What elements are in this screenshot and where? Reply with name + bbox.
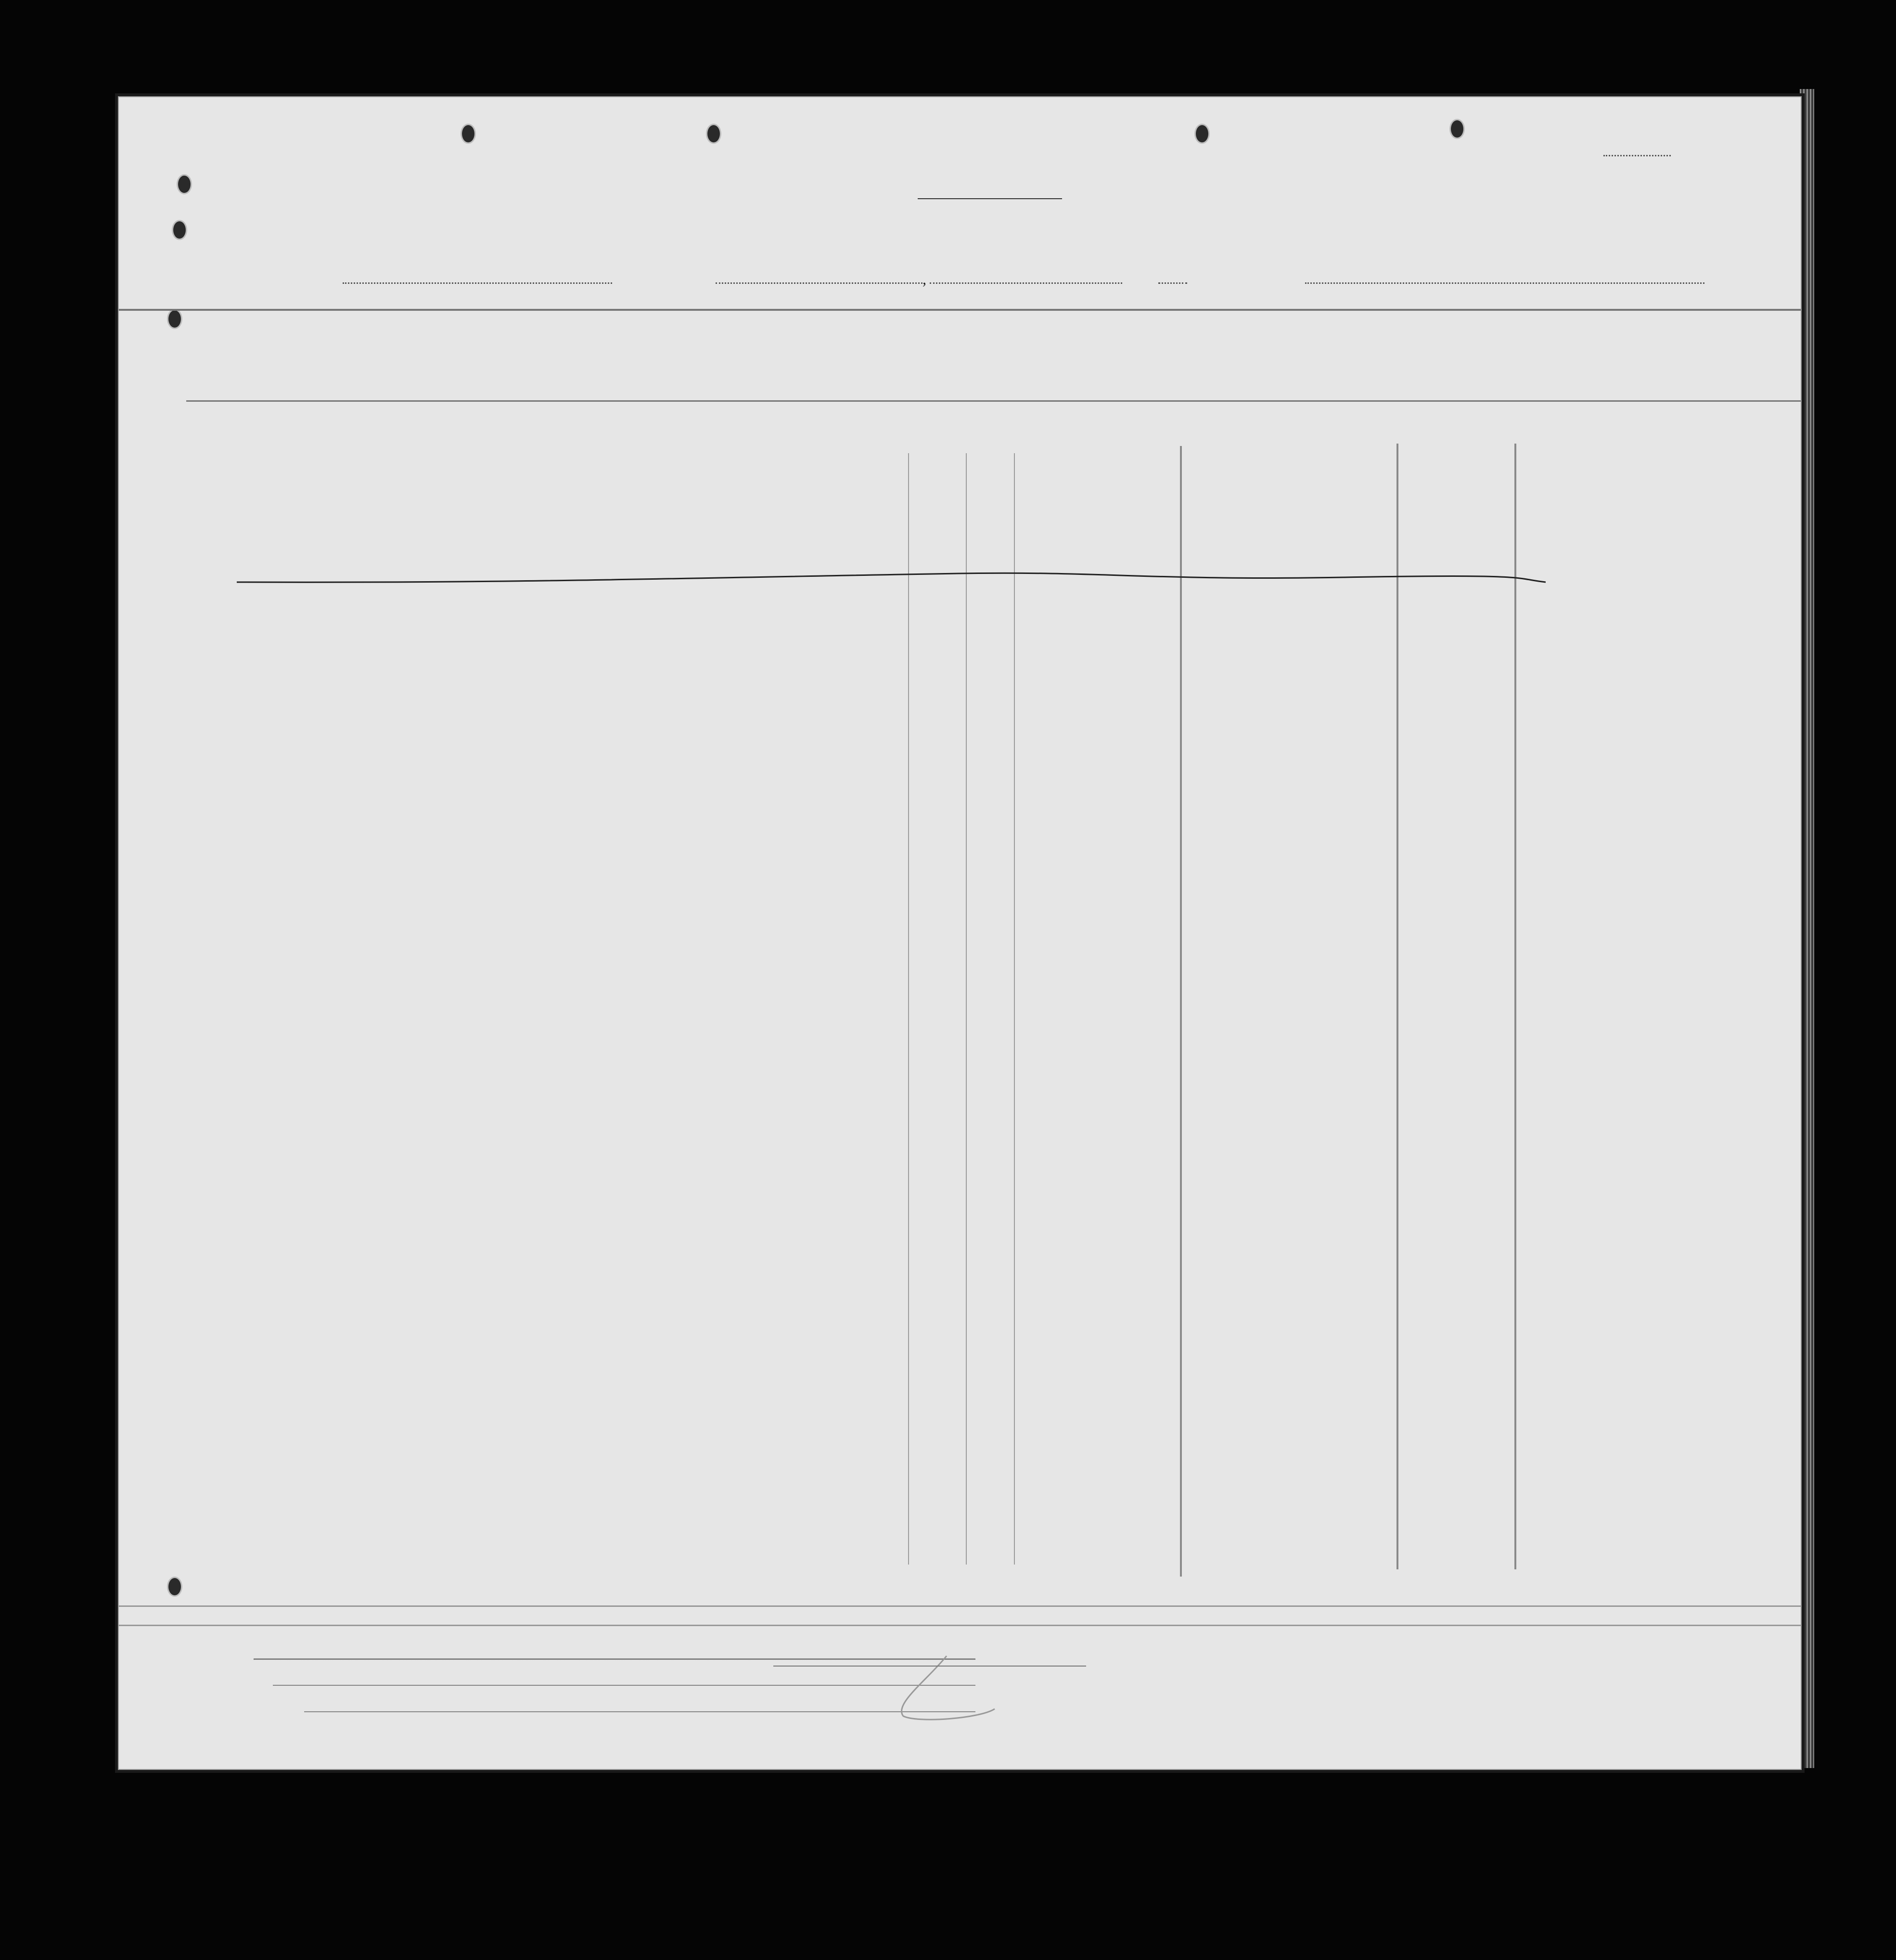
signature-flourish [884, 1651, 1009, 1723]
ditto-line-race [1180, 446, 1182, 1577]
title-underline [918, 198, 1062, 199]
footer-top-rule [119, 1625, 1801, 1626]
binder-hole [706, 124, 721, 144]
header-bottom-rule [186, 400, 1801, 402]
sheet-number-label [1603, 145, 1671, 160]
vessel-line: , [297, 270, 1726, 294]
binder-hole [167, 1577, 182, 1597]
strikethrough-line [237, 569, 1546, 593]
binder-hole [1194, 124, 1210, 144]
footer-agents-rule [304, 1711, 975, 1712]
binder-hole [167, 309, 182, 329]
ditto-line-marks [1396, 444, 1398, 1569]
footer-owners-rule [273, 1685, 975, 1686]
ditto-line-discharge [1014, 453, 1015, 1565]
binder-hole [1449, 119, 1465, 139]
binder-hole [461, 124, 476, 144]
manifest-sheet [118, 96, 1802, 1770]
ditto-line-remarks [1514, 444, 1516, 1569]
table-bottom-rule [119, 1605, 1801, 1607]
ditto-line-where [966, 453, 967, 1565]
binder-hole [177, 174, 192, 194]
footer-line-rule [254, 1658, 975, 1660]
ditto-line-when [908, 453, 909, 1565]
signature-rule [773, 1666, 1086, 1667]
table-top-rule [119, 309, 1801, 311]
sheet-stack-edge [1800, 89, 1814, 1768]
binder-hole [172, 220, 187, 240]
